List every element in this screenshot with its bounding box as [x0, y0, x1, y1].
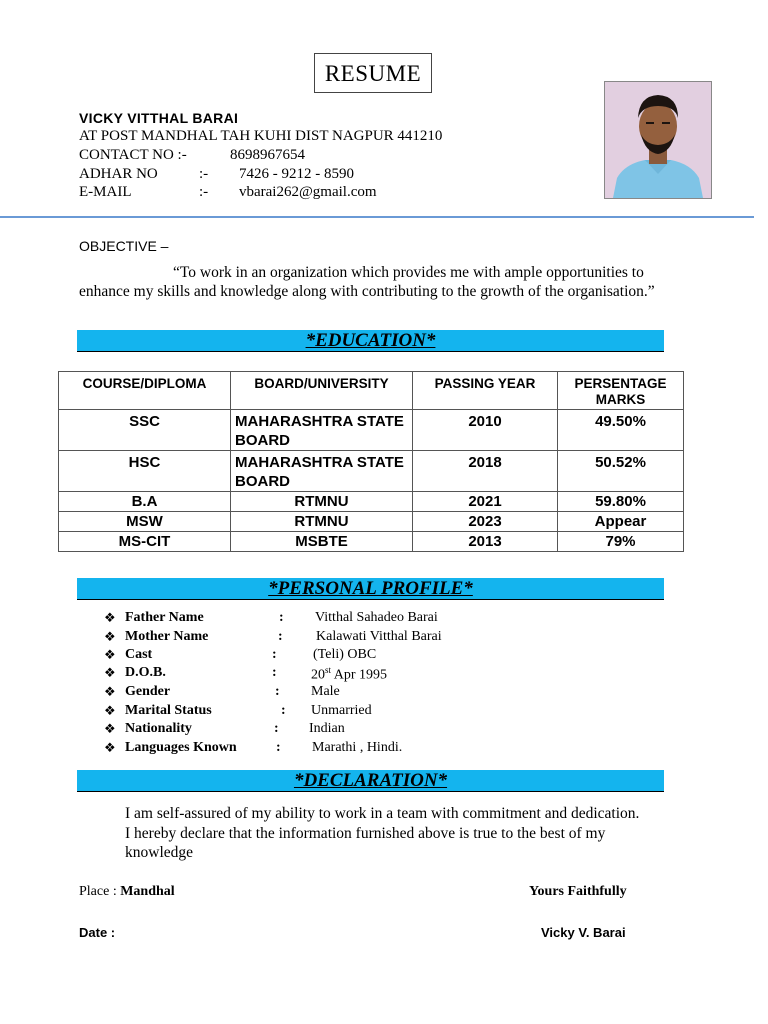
marks-cell: Appear: [558, 512, 684, 532]
board-cell: RTMNU: [231, 512, 413, 532]
profile-colon: :: [281, 703, 286, 718]
profile-colon: :: [272, 665, 277, 680]
profile-value: Indian: [309, 721, 345, 736]
course-cell: HSC: [59, 451, 231, 492]
profile-photo-image: [605, 82, 711, 198]
education-table: [58, 371, 684, 552]
diamond-bullet-icon: ❖: [104, 684, 116, 699]
profile-colon: :: [275, 684, 280, 699]
resume-title: RESUME: [314, 53, 432, 93]
contact-value: 8698967654: [230, 147, 305, 163]
candidate-address: AT POST MANDHAL TAH KUHI DIST NAGPUR 441210: [79, 128, 443, 144]
education-header-row: [59, 372, 684, 410]
profile-photo: [604, 81, 712, 199]
date-label: Date :: [79, 925, 116, 940]
profile-colon: :: [278, 629, 283, 644]
email-separator: :-: [199, 184, 209, 200]
table-row: [59, 492, 684, 512]
profile-value: Unmarried: [311, 703, 372, 718]
diamond-bullet-icon: ❖: [104, 703, 116, 718]
year-cell: 2021: [413, 492, 558, 512]
profile-colon: :: [274, 721, 279, 736]
table-row: [59, 532, 684, 552]
list-item: [104, 721, 524, 739]
profile-value: (Teli) OBC: [313, 647, 377, 662]
list-item: [104, 647, 524, 665]
objective-text: “To work in an organization which provides me with ample opportunities to enhance my skills and knowledge along with contributing to the growth of the organisation.”: [79, 264, 655, 300]
profile-label: Gender: [125, 684, 171, 699]
list-item: [104, 740, 524, 758]
board-cell: MAHARASHTRA STATE BOARD: [231, 410, 413, 451]
diamond-bullet-icon: ❖: [104, 740, 116, 755]
dob-ordinal: st: [325, 665, 332, 675]
header-divider: [0, 216, 754, 218]
profile-value: Male: [311, 684, 340, 699]
profile-colon: :: [272, 647, 277, 662]
list-item: [104, 629, 524, 647]
profile-label: Nationality: [125, 721, 192, 736]
email-row: [79, 184, 499, 203]
board-cell: RTMNU: [231, 492, 413, 512]
year-cell: 2010: [413, 410, 558, 451]
column-header: PERSENTAGE MARKS: [558, 372, 684, 410]
list-item: [104, 610, 524, 628]
declaration-text: I am self-assured of my ability to work in a team with commitment and dedication. I hereby declare that the information furnished above is true to the best of my knowledge: [125, 805, 640, 861]
dob-day: 20: [311, 667, 325, 683]
adhar-value: 7426 - 9212 - 8590: [239, 166, 354, 182]
signature-name: Vicky V. Barai: [541, 925, 626, 940]
course-cell: MSW: [59, 512, 231, 532]
column-header: PASSING YEAR: [413, 372, 558, 410]
profile-label: Marital Status: [125, 703, 212, 718]
objective-label: OBJECTIVE –: [79, 238, 169, 254]
profile-label: Cast: [125, 647, 153, 662]
adhar-row: [79, 166, 499, 185]
place-label: Place :: [79, 884, 121, 899]
board-cell: MAHARASHTRA STATE BOARD: [231, 451, 413, 492]
profile-label: Languages Known: [125, 740, 237, 755]
column-header: COURSE/DIPLOMA: [59, 372, 231, 410]
profile-colon: :: [276, 740, 281, 755]
place-line: [79, 884, 175, 900]
marks-cell: 50.52%: [558, 451, 684, 492]
table-row: [59, 451, 684, 492]
profile-colon: :: [279, 610, 284, 625]
declaration-heading: *DECLARATION*: [293, 770, 448, 791]
diamond-bullet-icon: ❖: [104, 647, 116, 662]
table-row: [59, 410, 684, 451]
diamond-bullet-icon: ❖: [104, 610, 116, 625]
adhar-label: ADHAR NO: [79, 166, 158, 182]
adhar-separator: :-: [199, 166, 209, 182]
education-section-bar: [77, 330, 664, 352]
diamond-bullet-icon: ❖: [104, 629, 116, 644]
marks-cell: 59.80%: [558, 492, 684, 512]
profile-value: Kalawati Vitthal Barai: [316, 629, 442, 644]
contact-row: [79, 147, 499, 166]
dob-rest: Apr 1995: [331, 667, 388, 683]
candidate-name: VICKY VITTHAL BARAI: [79, 110, 239, 126]
list-item: [104, 665, 524, 683]
education-heading: *EDUCATION*: [305, 330, 436, 351]
profile-value: [311, 665, 387, 684]
declaration-section-bar: [77, 770, 664, 792]
profile-label: D.O.B.: [125, 665, 166, 680]
profile-value: Vitthal Sahadeo Barai: [315, 610, 438, 625]
profile-value: Marathi , Hindi.: [312, 740, 403, 755]
course-cell: MS-CIT: [59, 532, 231, 552]
profile-heading: *PERSONAL PROFILE*: [268, 578, 473, 599]
year-cell: 2023: [413, 512, 558, 532]
board-cell: MSBTE: [231, 532, 413, 552]
table-row: [59, 512, 684, 532]
profile-label: Mother Name: [125, 629, 209, 644]
marks-cell: 49.50%: [558, 410, 684, 451]
place-value: Mandhal: [120, 884, 175, 899]
profile-section-bar: [77, 578, 664, 600]
diamond-bullet-icon: ❖: [104, 665, 116, 680]
contact-label: CONTACT NO :-: [79, 147, 187, 163]
profile-label: Father Name: [125, 610, 204, 625]
column-header: BOARD/UNIVERSITY: [231, 372, 413, 410]
year-cell: 2018: [413, 451, 558, 492]
email-label: E-MAIL: [79, 184, 132, 200]
list-item: [104, 703, 524, 721]
marks-cell: 79%: [558, 532, 684, 552]
list-item: [104, 684, 524, 702]
closing-line: Yours Faithfully: [529, 884, 627, 899]
course-cell: SSC: [59, 410, 231, 451]
diamond-bullet-icon: ❖: [104, 721, 116, 736]
email-value: vbarai262@gmail.com: [239, 184, 377, 200]
year-cell: 2013: [413, 532, 558, 552]
course-cell: B.A: [59, 492, 231, 512]
